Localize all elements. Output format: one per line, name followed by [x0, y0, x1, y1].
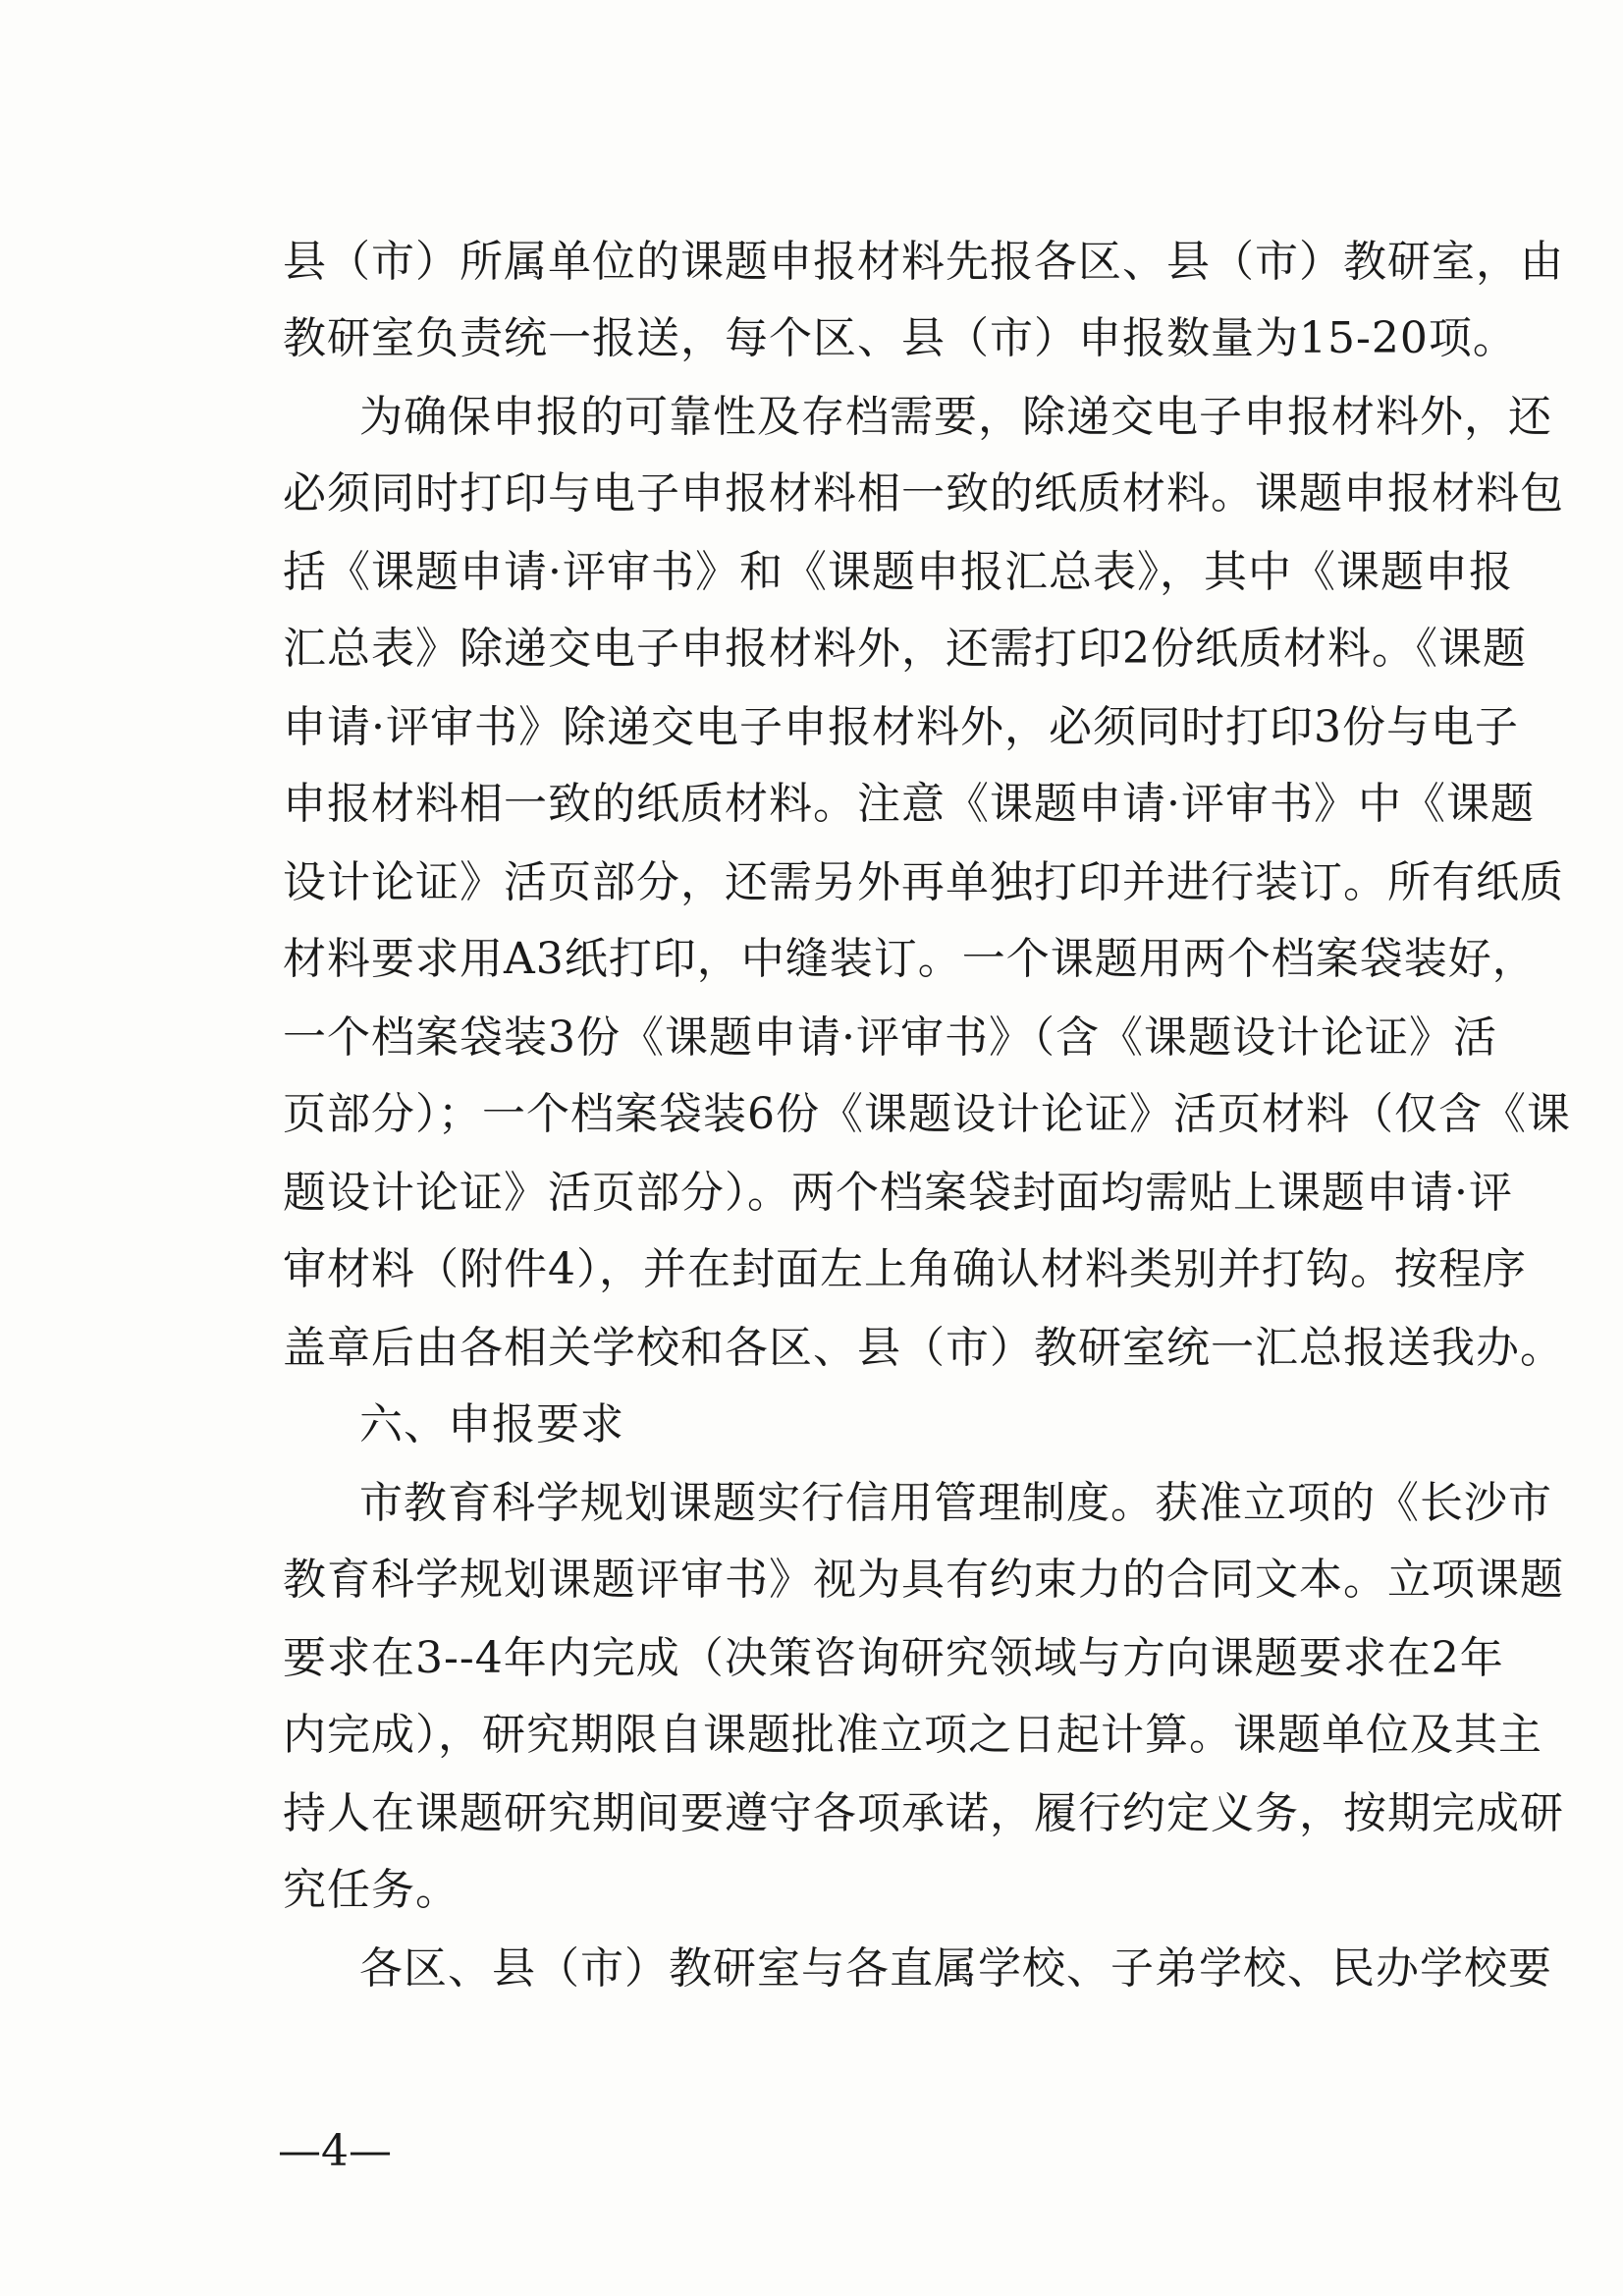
text-line: 审材料（附件4），并在封面左上角确认材料类别并打钩。按程序 — [283, 1244, 1527, 1294]
text-line: 材料要求用A3纸打印，中缝装订。一个课题用两个档案袋装好， — [283, 934, 1537, 984]
text-line: 持人在课题研究期间要遵守各项承诺，履行约定义务，按期完成研 — [283, 1788, 1564, 1838]
text-line: 申报材料相一致的纸质材料。注意《课题申请·评审书》中《课题 — [283, 779, 1535, 829]
text-line: 究任务。 — [283, 1865, 460, 1915]
text-line: 教育科学规划课题评审书》视为具有约束力的合同文本。立项课题 — [283, 1555, 1564, 1605]
text-line: 为确保申报的可靠性及存档需要，除递交电子申报材料外，还 — [359, 392, 1552, 442]
text-line: 盖章后由各相关学校和各区、县（市）教研室统一汇总报送我办。 — [283, 1323, 1564, 1373]
text-line: 括《课题申请·评审书》和《课题申报汇总表》，其中《课题申报 — [283, 547, 1513, 597]
text-line: 县（市）所属单位的课题申报材料先报各区、县（市）教研室，由 — [283, 237, 1564, 287]
text-line: 一个档案袋装3份《课题申请·评审书》（含《课题设计论证》活 — [283, 1012, 1497, 1063]
page-number: —4— — [278, 2126, 392, 2176]
text-line: 必须同时打印与电子申报材料相一致的纸质材料。课题申报材料包 — [283, 468, 1564, 519]
text-line: 申请·评审书》除递交电子申报材料外，必须同时打印3份与电子 — [283, 702, 1519, 752]
text-line: 市教育科学规划课题实行信用管理制度。获准立项的《长沙市 — [359, 1478, 1552, 1528]
text-line: 内完成），研究期限自课题批准立项之日起计算。课题单位及其主 — [283, 1710, 1542, 1760]
text-line: 设计论证》活页部分，还需另外再单独打印并进行装订。所有纸质 — [283, 857, 1564, 907]
text-line: 汇总表》除递交电子申报材料外，还需打印2份纸质材料。《课题 — [283, 624, 1527, 674]
text-line: 页部分）；一个档案袋装6份《课题设计论证》活页材料（仅含《课 — [283, 1089, 1571, 1139]
section-heading: 六、申报要求 — [359, 1399, 624, 1449]
text-line: 题设计论证》活页部分）。两个档案袋封面均需贴上课题申请·评 — [283, 1168, 1513, 1218]
text-line: 各区、县（市）教研室与各直属学校、子弟学校、民办学校要 — [359, 1943, 1552, 1994]
text-line: 要求在3--4年内完成（决策咨询研究领域与方向课题要求在2年 — [283, 1633, 1504, 1683]
text-line: 教研室负责统一报送，每个区、县（市）申报数量为15-20项。 — [283, 313, 1517, 363]
